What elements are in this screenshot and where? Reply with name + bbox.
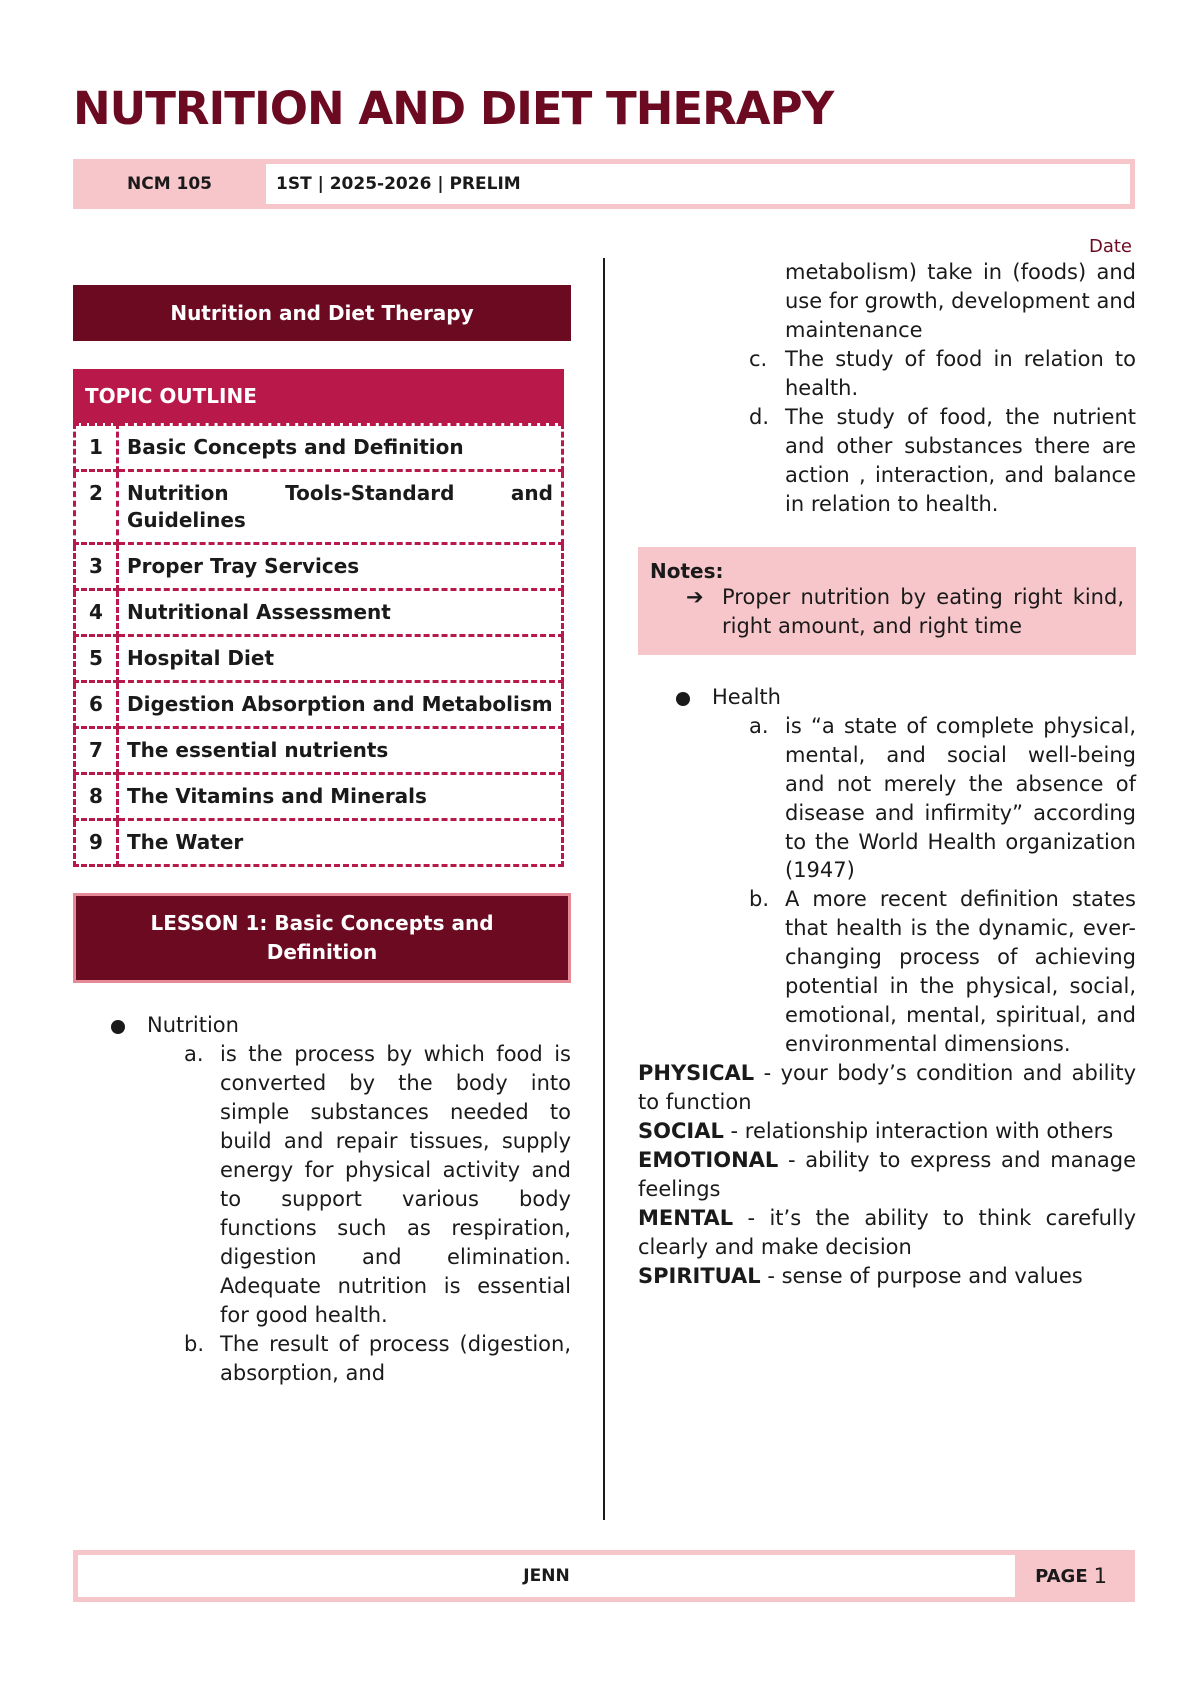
outline-row bbox=[75, 471, 563, 544]
health-definitions bbox=[749, 712, 1136, 1060]
outline-topic: Digestion Absorption and Metabolism bbox=[118, 682, 563, 728]
dimension-emotional bbox=[638, 1146, 1136, 1204]
list-text: A more recent definition states that health is the dynamic, ever-changing process of achieving potential in the physical, social, emotional, mental, spiritual, and environmental dimensions. bbox=[785, 887, 1136, 1057]
outline-number: 6 bbox=[75, 682, 118, 728]
dimension-physical bbox=[638, 1059, 1136, 1117]
outline-number: 7 bbox=[75, 728, 118, 774]
nutrition-definitions-continued bbox=[785, 258, 1136, 345]
dimension-desc: - sense of purpose and values bbox=[760, 1264, 1083, 1289]
date-label: Date bbox=[1088, 236, 1132, 257]
list-item bbox=[749, 403, 1136, 519]
outline-row bbox=[75, 774, 563, 820]
list-item bbox=[184, 1040, 571, 1330]
list-letter: b. bbox=[749, 887, 770, 912]
footer-author: JENN bbox=[78, 1555, 1015, 1597]
list-letter: b. bbox=[184, 1331, 205, 1356]
health-heading: Health bbox=[712, 684, 781, 709]
nutrition-definitions bbox=[184, 1040, 571, 1388]
outline-topic: Basic Concepts and Definition bbox=[118, 425, 563, 471]
outline-topic: The essential nutrients bbox=[118, 728, 563, 774]
outline-row bbox=[75, 682, 563, 728]
outline-topic: Nutritional Assessment bbox=[118, 590, 563, 636]
list-item bbox=[749, 712, 1136, 886]
list-text: The study of food, the nutrient and other substances there are action , interaction, and balance in relation to health. bbox=[785, 404, 1136, 516]
right-column bbox=[638, 258, 1136, 1291]
course-term: 1ST | 2025-2026 | PRELIM bbox=[266, 164, 1130, 204]
course-code: NCM 105 bbox=[126, 174, 213, 194]
page-footer bbox=[73, 1550, 1135, 1602]
document-title: NUTRITION AND DIET THERAPY bbox=[73, 82, 834, 135]
page-indicator bbox=[1035, 1550, 1107, 1602]
nutrition-section bbox=[111, 1011, 571, 1388]
nutrition-definitions-cd bbox=[749, 345, 1136, 519]
outline-topic: The Vitamins and Minerals bbox=[118, 774, 563, 820]
list-letter: a. bbox=[184, 1041, 204, 1066]
dimension-term: MENTAL bbox=[638, 1206, 734, 1231]
list-text: The result of process (digestion, absorption, and bbox=[220, 1331, 571, 1385]
bullet-dot bbox=[111, 1020, 125, 1034]
list-text: metabolism) take in (foods) and use for growth, development and maintenance bbox=[785, 260, 1136, 342]
outline-number: 8 bbox=[75, 774, 118, 820]
notes-item bbox=[686, 583, 1124, 641]
notes-text: Proper nutrition by eating right kind, right amount, and right time bbox=[722, 584, 1124, 638]
outline-heading: TOPIC OUTLINE bbox=[73, 369, 564, 423]
bullet-item bbox=[676, 683, 1136, 712]
nutrition-heading: Nutrition bbox=[147, 1013, 239, 1037]
dimension-term: PHYSICAL bbox=[638, 1061, 755, 1086]
outline-row bbox=[75, 636, 563, 682]
outline-row bbox=[75, 544, 563, 590]
list-text: is the process by which food is converted by the body into simple substances needed to build and repair tissues, supply energy for physical activity and to support various body functions such as respiration, digestion and elimination. Adequate nutrition is essential for good health. bbox=[220, 1041, 571, 1327]
outline-row bbox=[75, 425, 563, 471]
health-section bbox=[676, 683, 1136, 1060]
dimension-desc: - relationship interaction with others bbox=[723, 1119, 1114, 1144]
course-info-bar bbox=[73, 159, 1135, 209]
dimension-desc: - ability to express and manage feelings bbox=[638, 1148, 1136, 1202]
outline-topic: The Water bbox=[118, 820, 563, 866]
outline-row bbox=[75, 728, 563, 774]
dimension-desc: - your body’s condition and ability to function bbox=[638, 1061, 1136, 1115]
dimension-spiritual bbox=[638, 1262, 1136, 1291]
notes-title: Notes: bbox=[650, 558, 724, 583]
bullet-item bbox=[111, 1011, 571, 1040]
outline-row bbox=[75, 820, 563, 866]
outline-topic: Hospital Diet bbox=[118, 636, 563, 682]
outline-number: 5 bbox=[75, 636, 118, 682]
page-label: PAGE bbox=[1035, 1565, 1088, 1587]
lesson-banner: LESSON 1: Basic Concepts and Definition bbox=[73, 893, 571, 983]
health-dimensions bbox=[638, 1059, 1136, 1291]
bullet-dot bbox=[676, 692, 690, 706]
list-letter: c. bbox=[749, 346, 768, 371]
outline-number: 4 bbox=[75, 590, 118, 636]
left-column bbox=[73, 285, 571, 1388]
section-banner: Nutrition and Diet Therapy bbox=[73, 285, 571, 341]
outline-number: 1 bbox=[75, 425, 118, 471]
dimension-term: EMOTIONAL bbox=[638, 1148, 779, 1173]
outline-number: 9 bbox=[75, 820, 118, 866]
outline-table bbox=[73, 423, 564, 867]
page-number: 1 bbox=[1093, 1564, 1107, 1588]
list-item bbox=[749, 885, 1136, 1059]
list-text: The study of food in relation to health. bbox=[785, 346, 1136, 400]
outline-row bbox=[75, 590, 563, 636]
list-letter: d. bbox=[749, 404, 770, 429]
list-item-continued bbox=[785, 258, 1136, 345]
outline-topic: Proper Tray Services bbox=[118, 544, 563, 590]
list-item bbox=[749, 345, 1136, 403]
dimension-term: SPIRITUAL bbox=[638, 1264, 761, 1289]
topic-outline bbox=[73, 369, 564, 867]
outline-number: 2 bbox=[75, 471, 118, 544]
notes-box bbox=[638, 547, 1136, 655]
list-text: is “a state of complete physical, mental, and social well-being and not merely the absence of disease and infirmity” according to the World Health organization (1947) bbox=[785, 713, 1136, 883]
dimension-mental bbox=[638, 1204, 1136, 1262]
dimension-term: SOCIAL bbox=[638, 1119, 724, 1144]
column-divider bbox=[603, 258, 605, 1520]
list-letter: a. bbox=[749, 713, 769, 738]
dimension-desc: - it’s the ability to think carefully clearly and make decision bbox=[638, 1206, 1136, 1260]
outline-number: 3 bbox=[75, 544, 118, 590]
outline-topic: Nutrition Tools-Standard and Guidelines bbox=[118, 471, 563, 544]
dimension-social bbox=[638, 1117, 1136, 1146]
arrow-right-icon: ➔ bbox=[686, 584, 704, 609]
list-item bbox=[184, 1330, 571, 1388]
